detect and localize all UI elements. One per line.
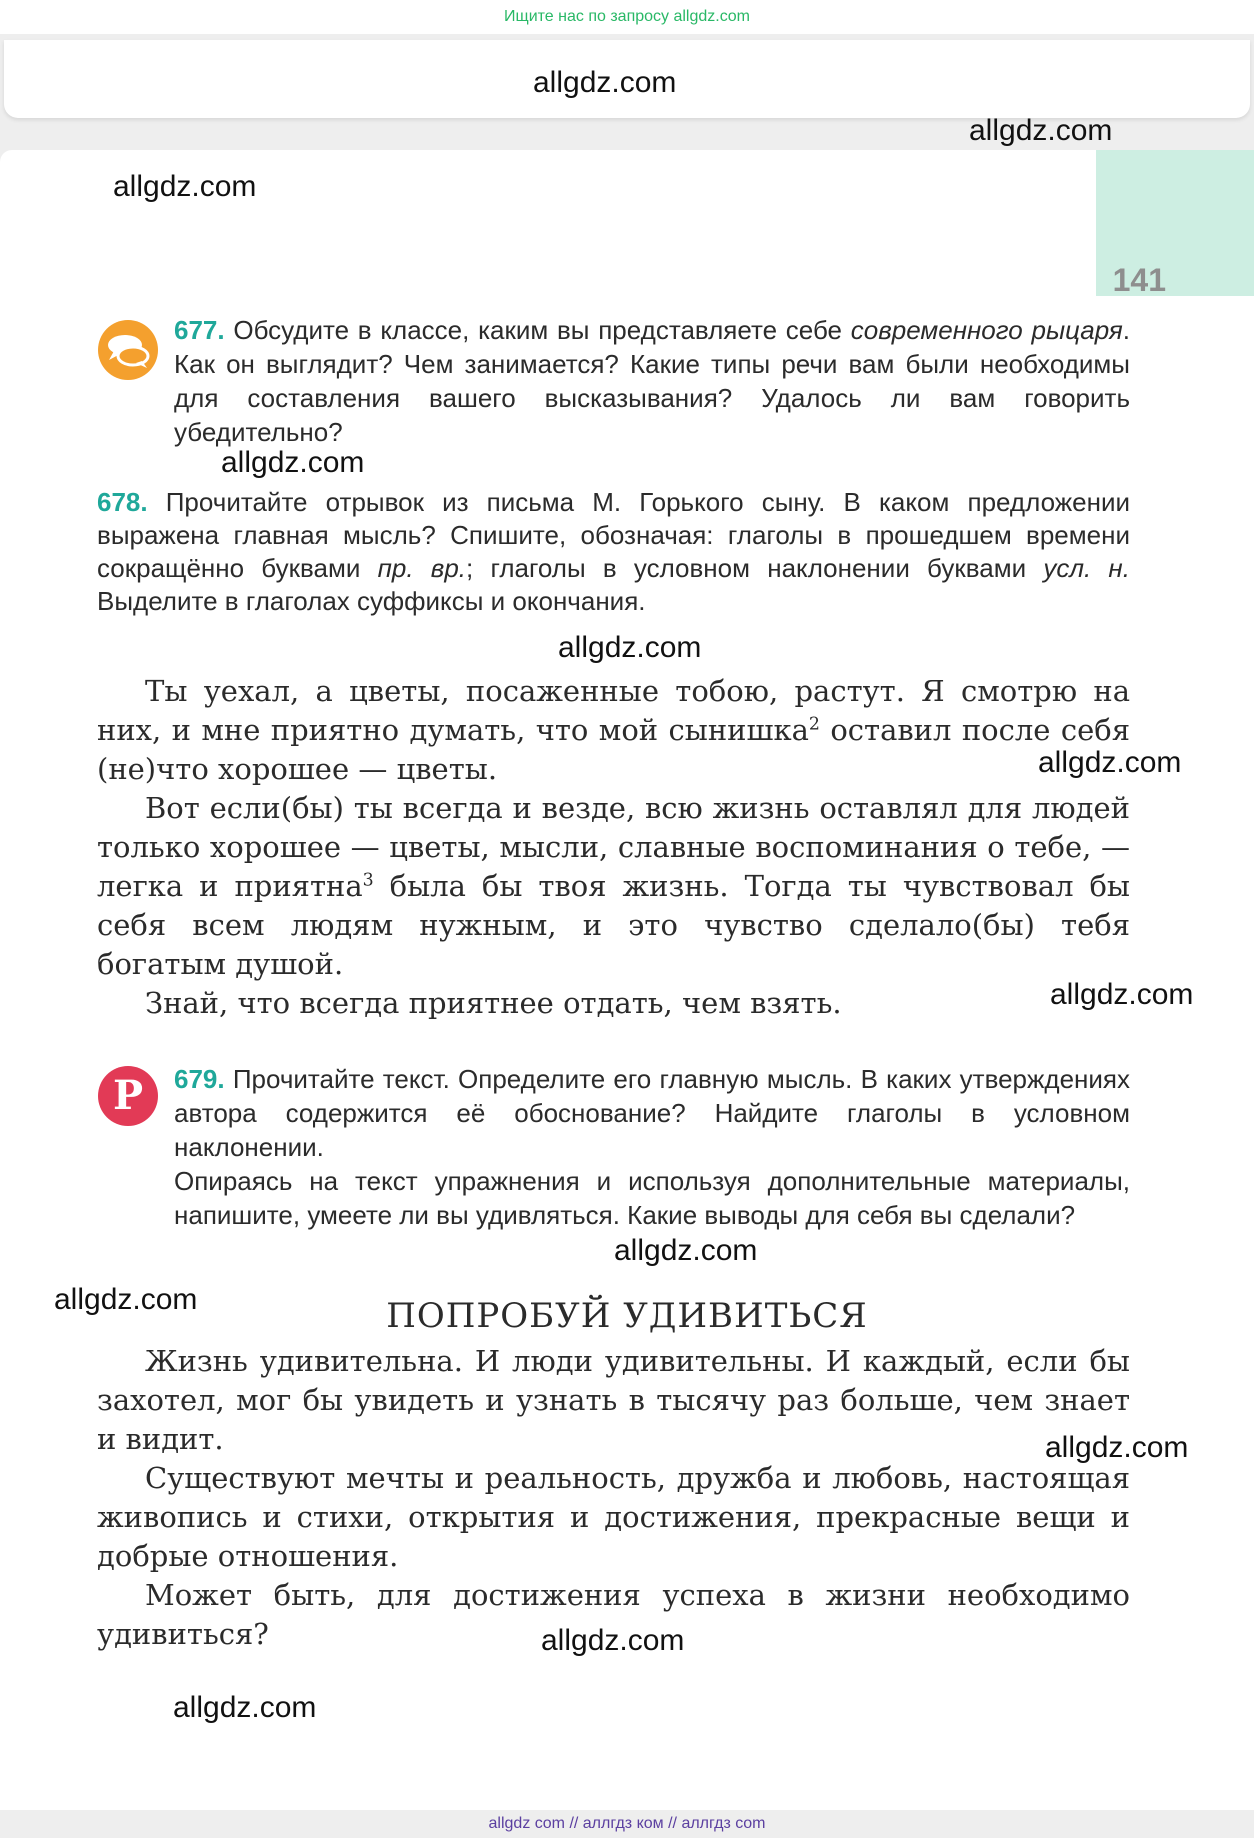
page-number: 141 (1112, 262, 1166, 298)
watermark: allgdz.com (54, 1283, 198, 1316)
task-italic-term: усл. н. (1043, 553, 1130, 583)
letter-paragraph (97, 789, 1130, 984)
task-678 (97, 486, 1130, 618)
watermark: allgdz.com (558, 631, 702, 664)
story-title: ПОПРОБУЙ УДИВИТЬСЯ (386, 1296, 868, 1336)
watermark: allgdz.com (173, 1691, 317, 1724)
watermark: allgdz.com (221, 446, 365, 479)
letter-text: была бы твоя жизнь. Тогда ты чувствовал бы себя всем людям нужным, и это чувство сделало(бы) тебя богатым душой. (97, 869, 1130, 981)
task-number: 677. (174, 315, 225, 345)
discussion-icon (98, 320, 158, 380)
watermark: allgdz.com (113, 170, 257, 203)
watermark: allgdz.com (1038, 746, 1182, 779)
footer-links[interactable]: allgdz com // аллгдз ком // аллгдз com (0, 1810, 1254, 1838)
watermark: allgdz.com (614, 1234, 758, 1267)
letter-text: оставил после себя (не)что хорошее — цветы. (97, 713, 1130, 786)
story-paragraph: Жизнь удивительна. И люди удивительны. И каждый, если бы захотел, мог бы увидеть и узнать в тысячу раз больше, чем знает и видит. (97, 1344, 1130, 1456)
task-text: Прочитайте отрывок из письма М. Горького сыну. В каком предложении выражена главная мысль? Спишите, обозначая: глаголы в прошедшем времени сокращённо буквами (97, 487, 1130, 583)
task-italic-term: пр. вр. (377, 553, 467, 583)
r-badge-icon: Р (98, 1066, 158, 1126)
watermark: allgdz.com (533, 66, 677, 99)
task-text: Выделите в глаголах суффиксы и окончания. (97, 586, 646, 616)
task-679 (174, 1062, 1130, 1232)
task-number: 678. (97, 487, 148, 517)
top-banner[interactable]: Ищите нас по запросу allgdz.com (0, 0, 1254, 34)
watermark: allgdz.com (1045, 1431, 1189, 1464)
task-text: . Как он выглядит? Чем занимается? Какие типы речи вам были необходимы для составления вашего высказывания? Удалось ли вам говорить убедительно? (174, 315, 1130, 447)
story-paragraph: Может быть, для достижения успеха в жизни необходимо удивиться? (97, 1578, 1130, 1651)
task-italic-term: современного рыцаря (850, 315, 1123, 345)
watermark: allgdz.com (969, 114, 1113, 147)
story-paragraph: Существуют мечты и реальность, дружба и любовь, настоящая живопись и стихи, открытия и достижения, прекрасные вещи и добрые отношения. (97, 1461, 1130, 1573)
letter-text: Ты уехал, а цветы, посаженные тобою, растут. Я смотрю на них, и мне приятно думать, что мой сынишка (97, 674, 1130, 747)
task-number: 679. (174, 1064, 225, 1094)
task-text: Опираясь на текст упражнения и используя дополнительные материалы, напишите, умеете ли вы удивляться. Какие выводы для себя вы сделали? (174, 1166, 1130, 1230)
task-677 (174, 313, 1130, 449)
letter-paragraph (97, 672, 1130, 789)
letter-paragraph: Знай, что всегда приятнее отдать, чем взять. (145, 986, 842, 1020)
task-text: ; глаголы в условном наклонении буквами (466, 553, 1044, 583)
letter-excerpt (97, 672, 1130, 1023)
story-text (97, 1342, 1130, 1654)
task-text: Обсудите в классе, каким вы представляете себе (224, 315, 851, 345)
watermark: allgdz.com (541, 1624, 685, 1657)
footnote-mark: 2 (808, 714, 820, 735)
footnote-mark: 3 (362, 870, 374, 891)
letter-text: Вот если(бы) ты всегда и везде, всю жизнь оставлял для людей только хорошее — цветы, мысли, славные воспоминания о тебе, — легка и приятна (97, 791, 1130, 903)
watermark: allgdz.com (1050, 978, 1194, 1011)
task-text: Прочитайте текст. Определите его главную мысль. В каких утверждениях автора содержится её обоснование? Найдите глаголы в условном наклонении. (174, 1064, 1130, 1162)
